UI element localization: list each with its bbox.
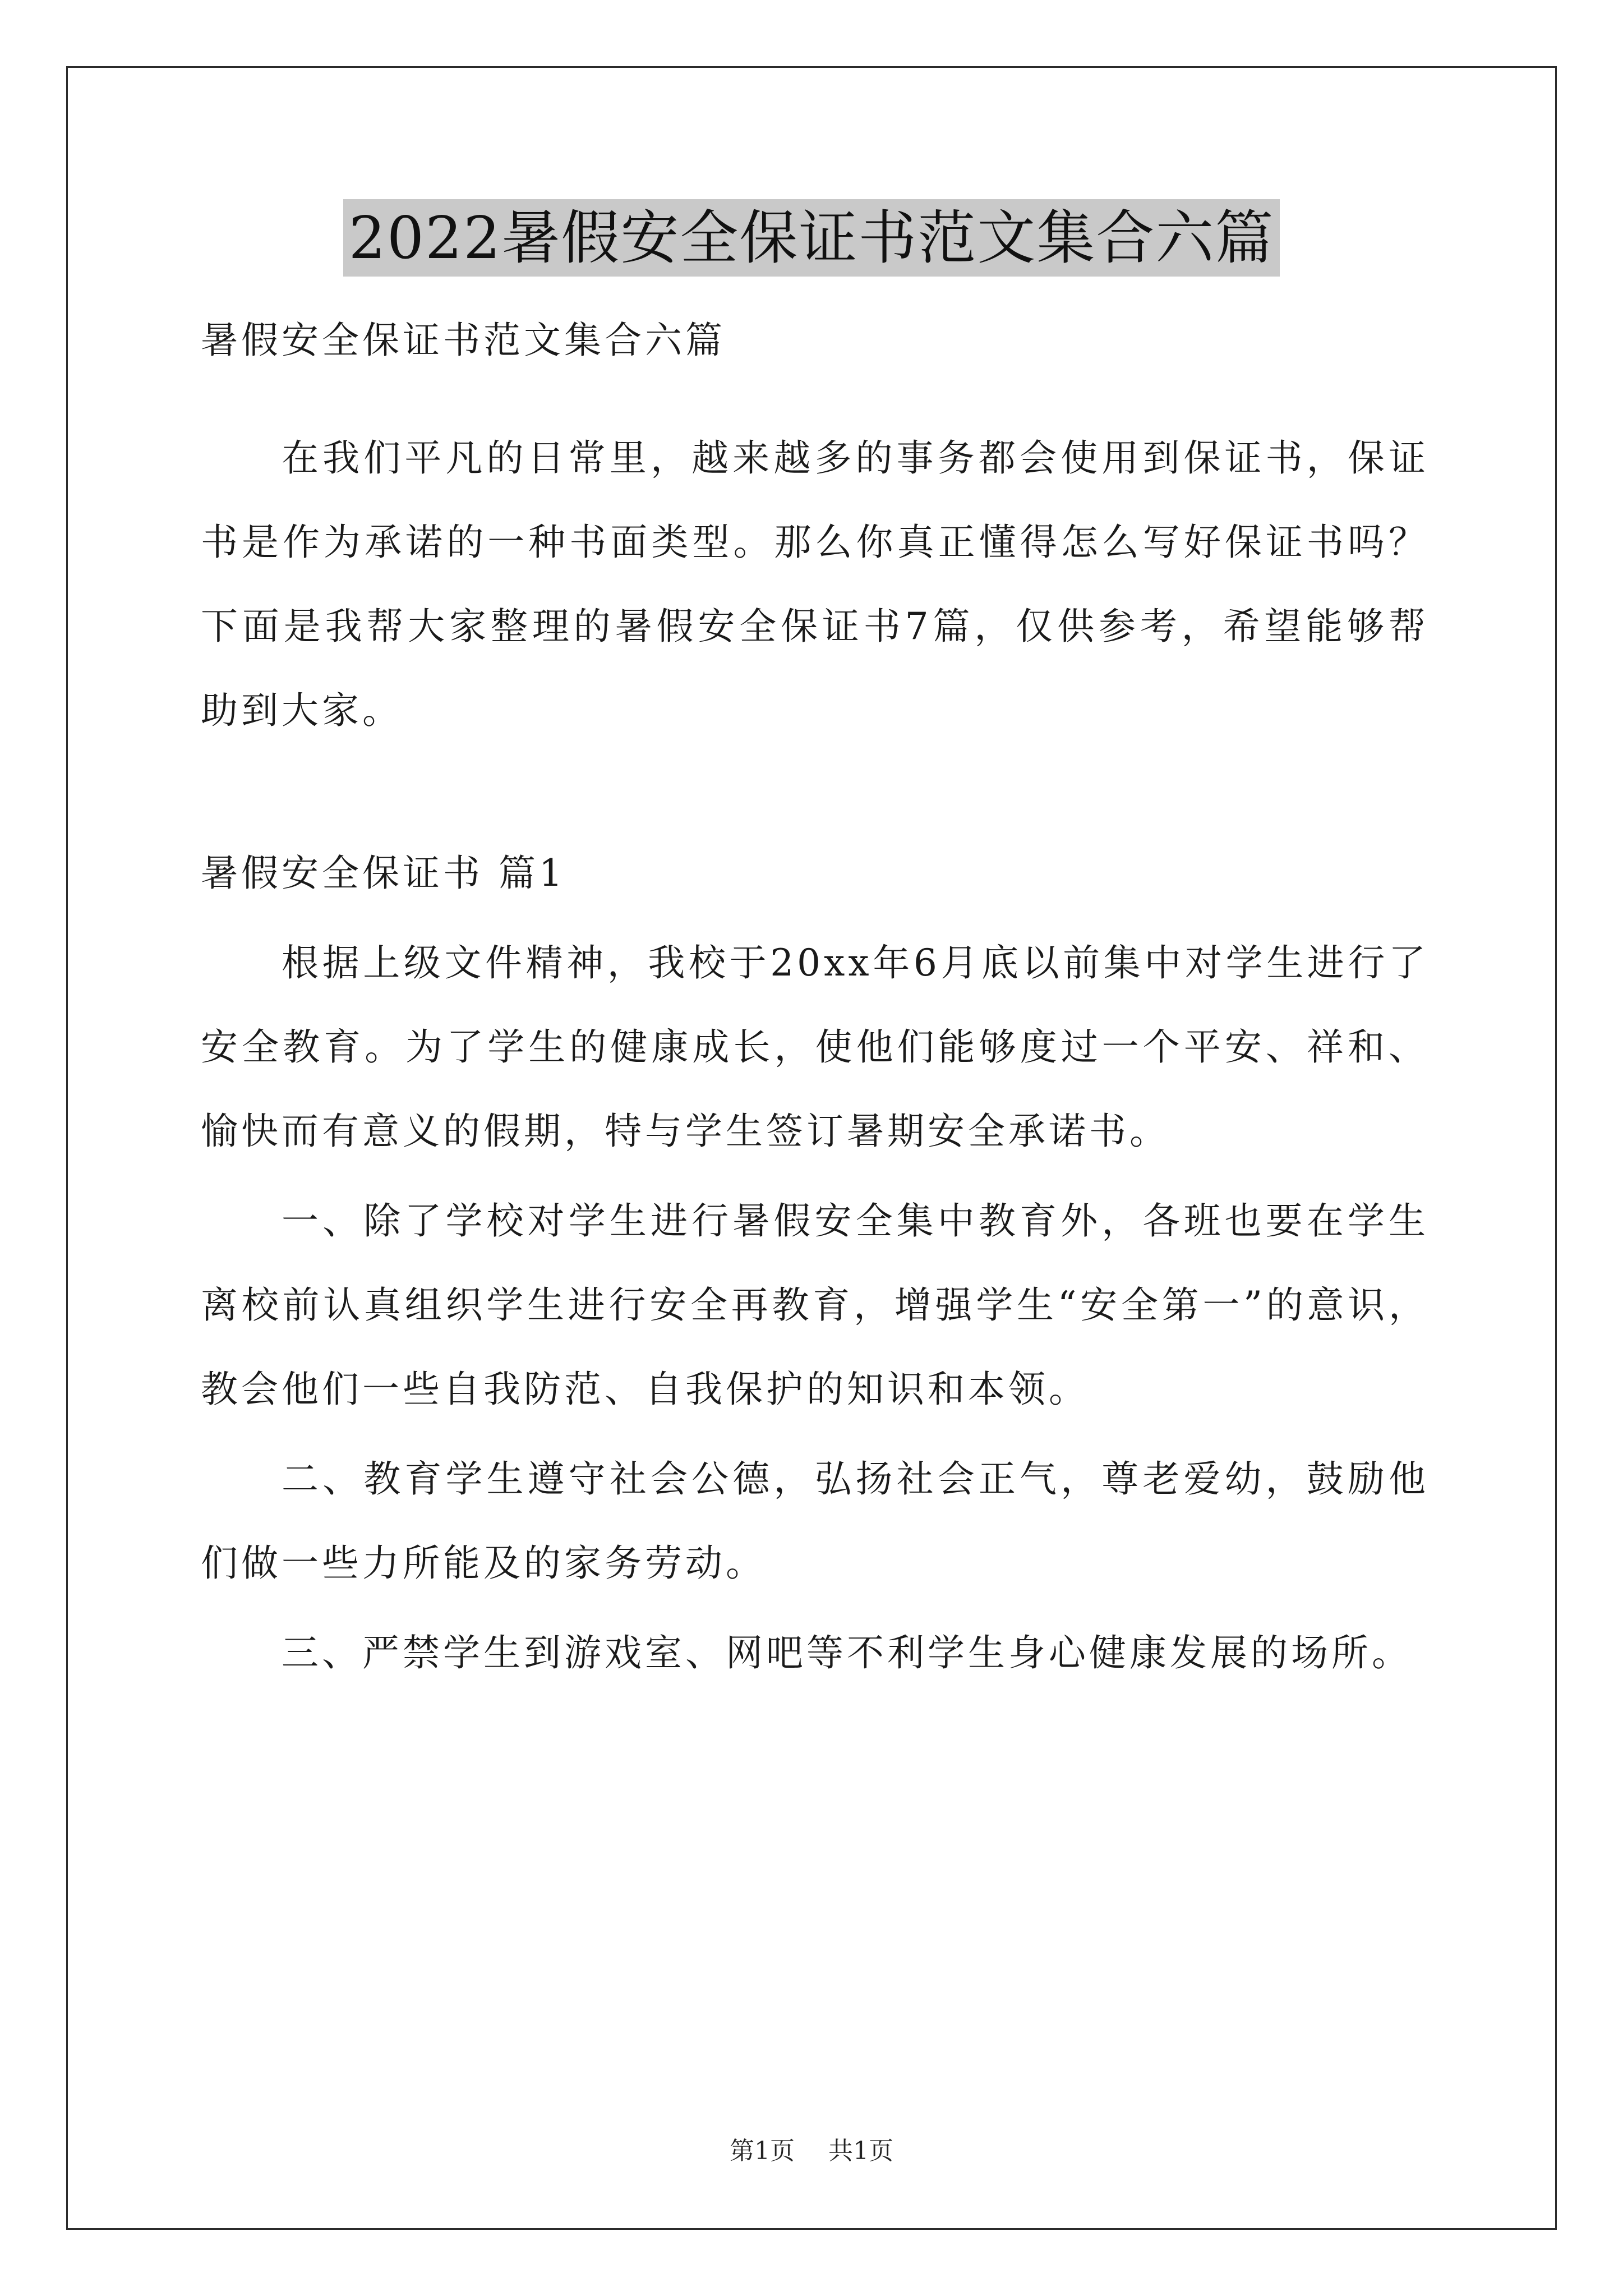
document-body — [201, 298, 1429, 1695]
body-paragraph: 一、除了学校对学生进行暑假安全集中教育外，各班也要在学生离校前认真组织学生进行安全再教育，增强学生“安全第一”的意识，教会他们一些自我防范、自我保护的知识和本领。 — [201, 1199, 1429, 1411]
title-container — [0, 199, 1623, 277]
page-total: 共1页 — [828, 2137, 893, 2165]
body-paragraph: 根据上级文件精神，我校于20xx年6月底以前集中对学生进行了安全教育。为了学生的健康成长，使他们能够度过一个平安、祥和、愉快而有意义的假期，特与学生签订暑期安全承诺书。 — [201, 941, 1429, 1153]
intro-paragraph: 在我们平凡的日常里，越来越多的事务都会使用到保证书，保证书是作为承诺的一种书面类型。那么你真正懂得怎么写好保证书吗？下面是我帮大家整理的暑假安全保证书7篇，仅供参考，希望能够帮助到大家。 — [201, 436, 1429, 732]
body-paragraph: 二、教育学生遵守社会公德，弘扬社会正气，尊老爱幼，鼓励他们做一些力所能及的家务劳动。 — [201, 1457, 1429, 1585]
subtitle-paragraph: 暑假安全保证书范文集合六篇 — [201, 319, 726, 362]
body-paragraph: 三、严禁学生到游戏室、网吧等不利学生身心健康发展的场所。 — [282, 1631, 1412, 1674]
page-footer — [0, 2134, 1623, 2168]
page-number: 第1页 — [730, 2137, 795, 2165]
document-title: 2022暑假安全保证书范文集合六篇 — [343, 199, 1280, 277]
section-heading: 暑假安全保证书 篇1 — [201, 852, 566, 895]
